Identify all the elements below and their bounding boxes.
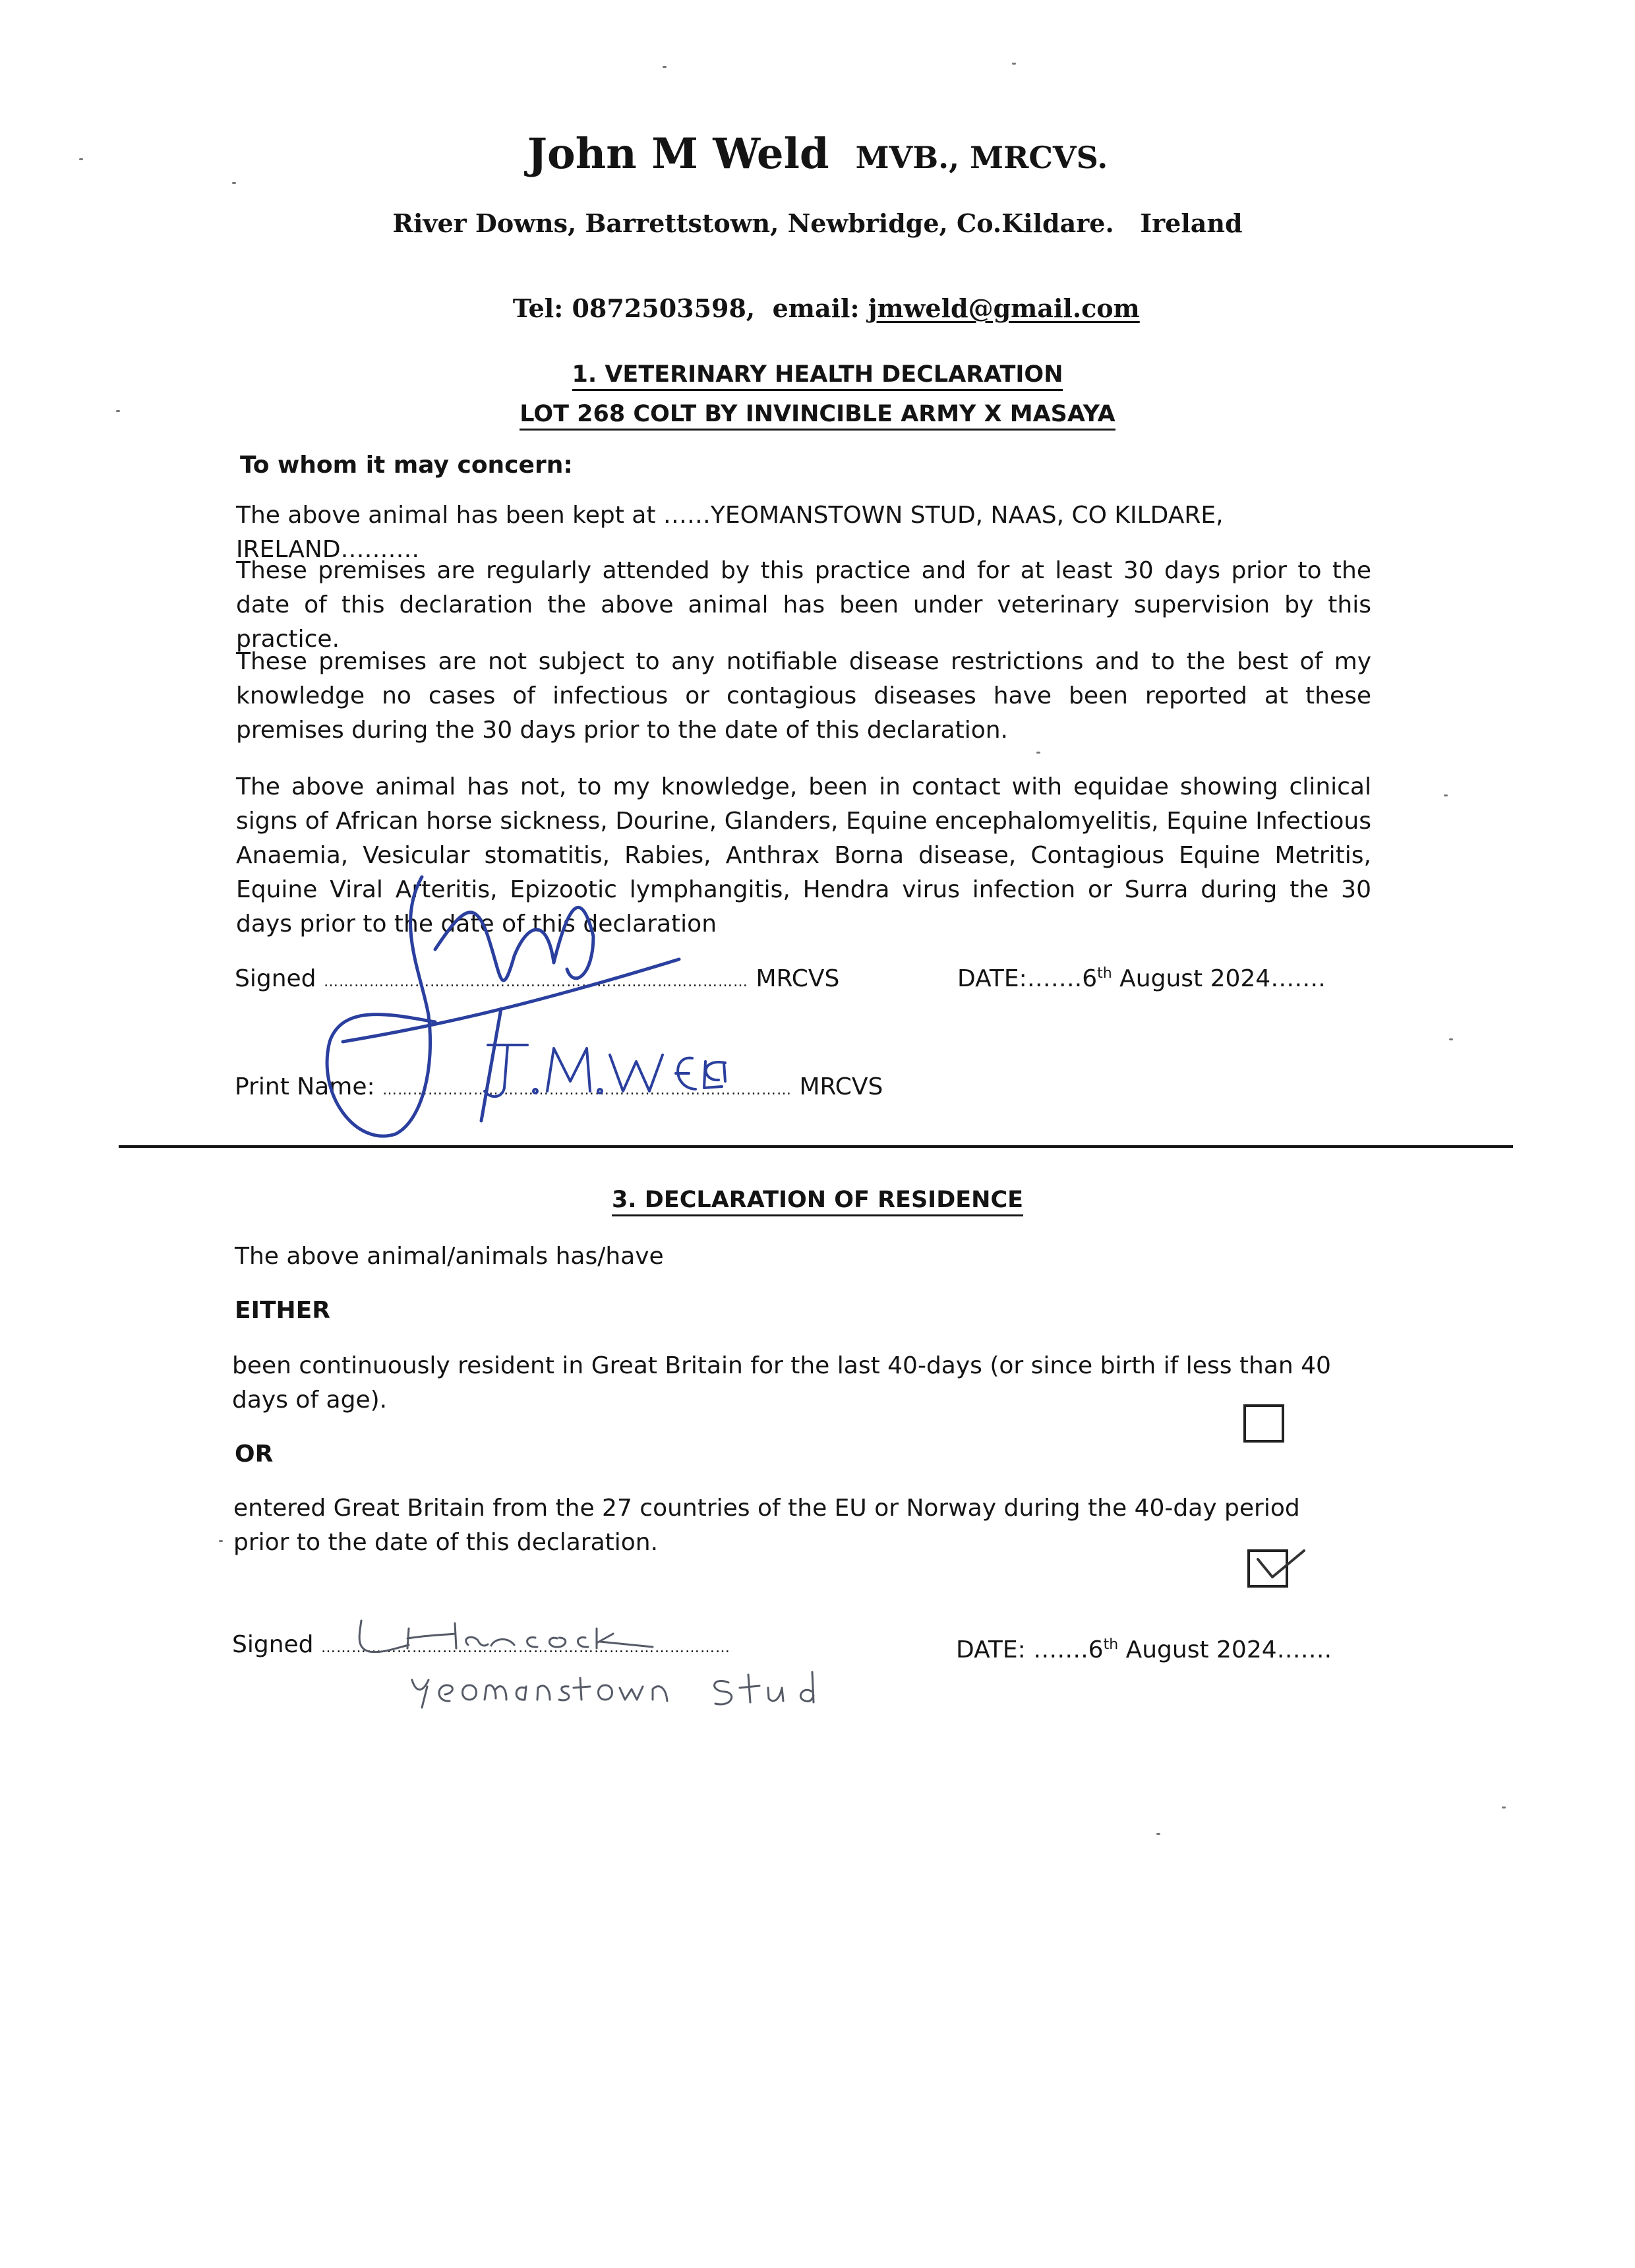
option2-checkmark [1258, 1551, 1304, 1577]
lot-title: LOT 268 COLT BY INVINCIBLE ARMY X MASAYA [0, 401, 1635, 427]
print-name-label: Print Name: [235, 1073, 375, 1100]
qualifications: MVB., MRCVS. [855, 140, 1108, 175]
owner-signed-label: Signed [232, 1631, 314, 1658]
practitioner-name: John M Weld [527, 129, 829, 179]
scan-speck [232, 182, 236, 184]
email-link[interactable]: jmweld@gmail.com [868, 293, 1140, 323]
option2-text: entered Great Britain from the 27 countries of the EU or Norway during the 40-day period prior to the date of this declaration. [233, 1495, 1300, 1556]
scan-speck [663, 66, 667, 68]
scan-speck [1012, 63, 1016, 65]
option1-text: been continuously resident in Great Britain for the last 40-days (or since birth if less than 40 days of age). [232, 1352, 1331, 1414]
disease-restrictions-paragraph: These premises are not subject to any notifiable disease restrictions and to the best of my knowledge no cases of infectious or contagious diseases have been reported at these premises during the 30 days prior to the date of this declaration. [236, 648, 1371, 744]
signed-suffix: MRCVS [756, 965, 840, 992]
scan-speck [116, 410, 120, 412]
scan-speck [219, 1540, 223, 1542]
scan-speck [1444, 794, 1448, 796]
print-name-suffix: MRCVS [799, 1073, 883, 1100]
signed-label: Signed [235, 965, 316, 992]
supervision-paragraph: These premises are regularly attended by this practice and for at least 30 days prior to the date of this declaration the above animal has been under veterinary supervision by this practice. [236, 557, 1371, 653]
scan-speck [79, 158, 83, 160]
residence-intro: The above animal/animals has/have [235, 1243, 664, 1270]
owner-handwritten-org [412, 1672, 814, 1708]
vet-handwritten-name [485, 1045, 725, 1096]
owner-date: DATE: …….6th August 2024……. [956, 1636, 1332, 1663]
signed-dots: ………………………………………………………………………… [323, 974, 748, 990]
vet-signature [327, 877, 679, 1136]
owner-signed-dots: ……………………………………………………………………… [320, 1640, 730, 1656]
scan-speck [1156, 1833, 1160, 1835]
scan-speck [1502, 1806, 1506, 1808]
section3-title: 3. DECLARATION OF RESIDENCE [0, 1187, 1635, 1213]
letterhead-address: River Downs, Barrettstown, Newbridge, Co.Kildare. Ireland [392, 208, 1243, 238]
print-name-dots: ……………………………………………………………………… [382, 1082, 792, 1098]
vet-date: DATE:…….6th August 2024……. [957, 965, 1326, 992]
or-label: OR [235, 1441, 274, 1468]
salutation: To whom it may concern: [240, 452, 573, 479]
scan-speck [1036, 752, 1040, 754]
owner-signature [359, 1621, 653, 1652]
scan-speck [1449, 1038, 1453, 1040]
telephone: Tel: 0872503598, email: [512, 293, 868, 323]
contact-diseases-paragraph: The above animal has not, to my knowledge, been in contact with equidae showing clinical signs of African horse sickness, Dourine, Glanders, Equine encephalomyelitis, Equine Infectious Anaemia, Vesicular stomatitis, Rabies, Anthrax Borna disease, Contagious Equine Metritis, Equine Viral Arteritis, Epizootic lymphangitis, Hendra virus infection or Surra during the 30 days prior to the date of this declaration [236, 773, 1371, 938]
section1-title: 1. VETERINARY HEALTH DECLARATION [0, 361, 1635, 388]
kept-at-statement: The above animal has been kept at ……YEOMANSTOWN STUD, NAAS, CO KILDARE, IRELAND………. [236, 502, 1224, 563]
either-label: EITHER [235, 1297, 330, 1324]
